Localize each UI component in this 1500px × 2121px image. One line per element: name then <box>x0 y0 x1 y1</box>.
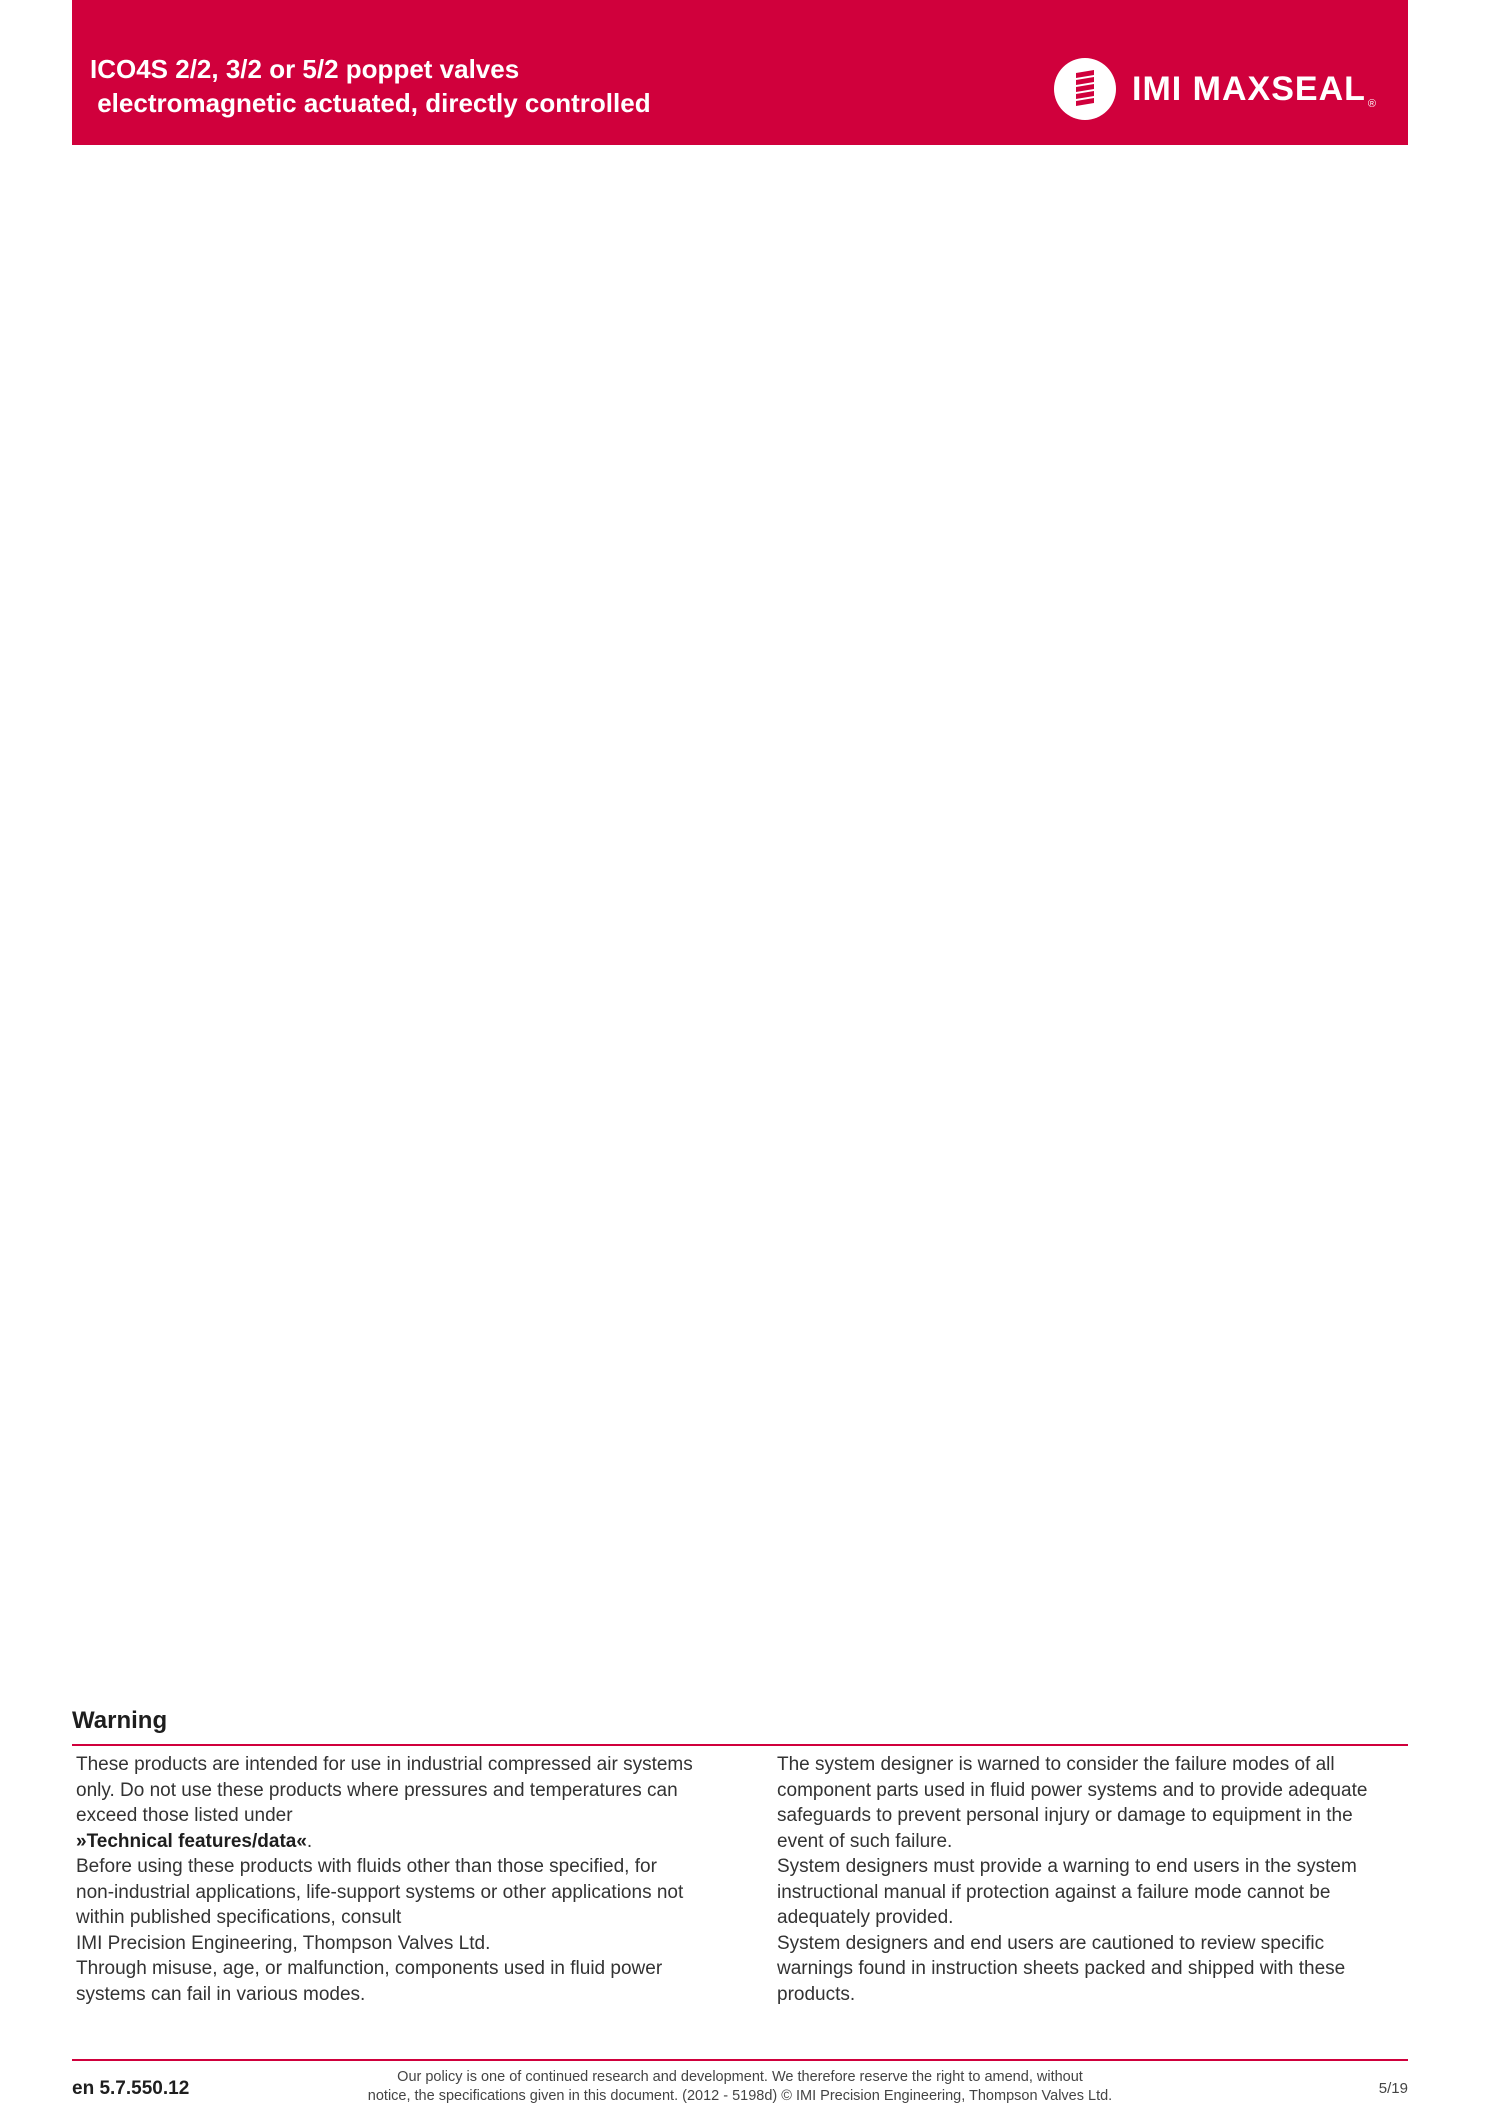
policy-line: Our policy is one of continued research and development. We therefore reserve the right to amend, without <box>397 2069 1083 2085</box>
warning-paragraph: Through misuse, age, or malfunction, components used in fluid power systems can fail in various modes. <box>76 1958 663 2005</box>
policy-line: notice, the specifications given in this document. (2012 - 5198d) © IMI Precision Engineering, Thompson Valves Ltd. <box>367 2088 1113 2104</box>
warning-text: These products are intended for use in industrial compressed air systems only. Do not use these products where pressures and temperatures can exceed those listed under <box>76 1754 693 1826</box>
warning-paragraph: System designers and end users are cautioned to review specific warnings found in instruction sheets packed and shipped with these products. <box>777 1932 1346 2005</box>
warning-paragraph: System designers must provide a warning to end users in the system instructional manual if protection against a failure mode cannot be adequately provided. <box>777 1856 1357 1928</box>
document-title: ICO4S 2/2, 3/2 or 5/2 poppet valves electromagnetic actuated, directly controlled <box>90 54 651 118</box>
policy-notice <box>300 2068 1180 2106</box>
registered-mark: ® <box>1367 98 1377 110</box>
warning-paragraph <box>76 1752 696 1854</box>
warning-left-column <box>76 1752 696 2007</box>
imi-maxseal-logo <box>1054 58 1376 120</box>
page-header <box>72 0 1408 145</box>
logo-coil-icon <box>1054 58 1116 120</box>
footer-divider <box>72 2059 1408 2061</box>
warning-paragraph: IMI Precision Engineering, Thompson Valves Ltd. <box>76 1932 491 1954</box>
page-number: 5/19 <box>1378 2080 1408 2097</box>
warning-divider <box>72 1744 1408 1746</box>
warning-heading: Warning <box>72 1707 168 1734</box>
warning-right-column <box>777 1752 1397 2007</box>
logo-text: IMI MAXSEAL <box>1132 70 1366 108</box>
warning-paragraph: The system designer is warned to consider the failure modes of all component parts used in fluid power systems and to provide adequate safeguards to prevent personal injury or damage to equipment in the event of such failure. <box>777 1754 1368 1852</box>
document-number: en 5.7.550.12 <box>72 2078 190 2099</box>
warning-paragraph: Before using these products with fluids other than those specified, for non-industrial applications, life-support systems or other applications not within published specifications, consult <box>76 1856 684 1928</box>
warning-text-period: . <box>306 1830 313 1852</box>
technical-features-reference: »Technical features/data« <box>76 1830 307 1852</box>
